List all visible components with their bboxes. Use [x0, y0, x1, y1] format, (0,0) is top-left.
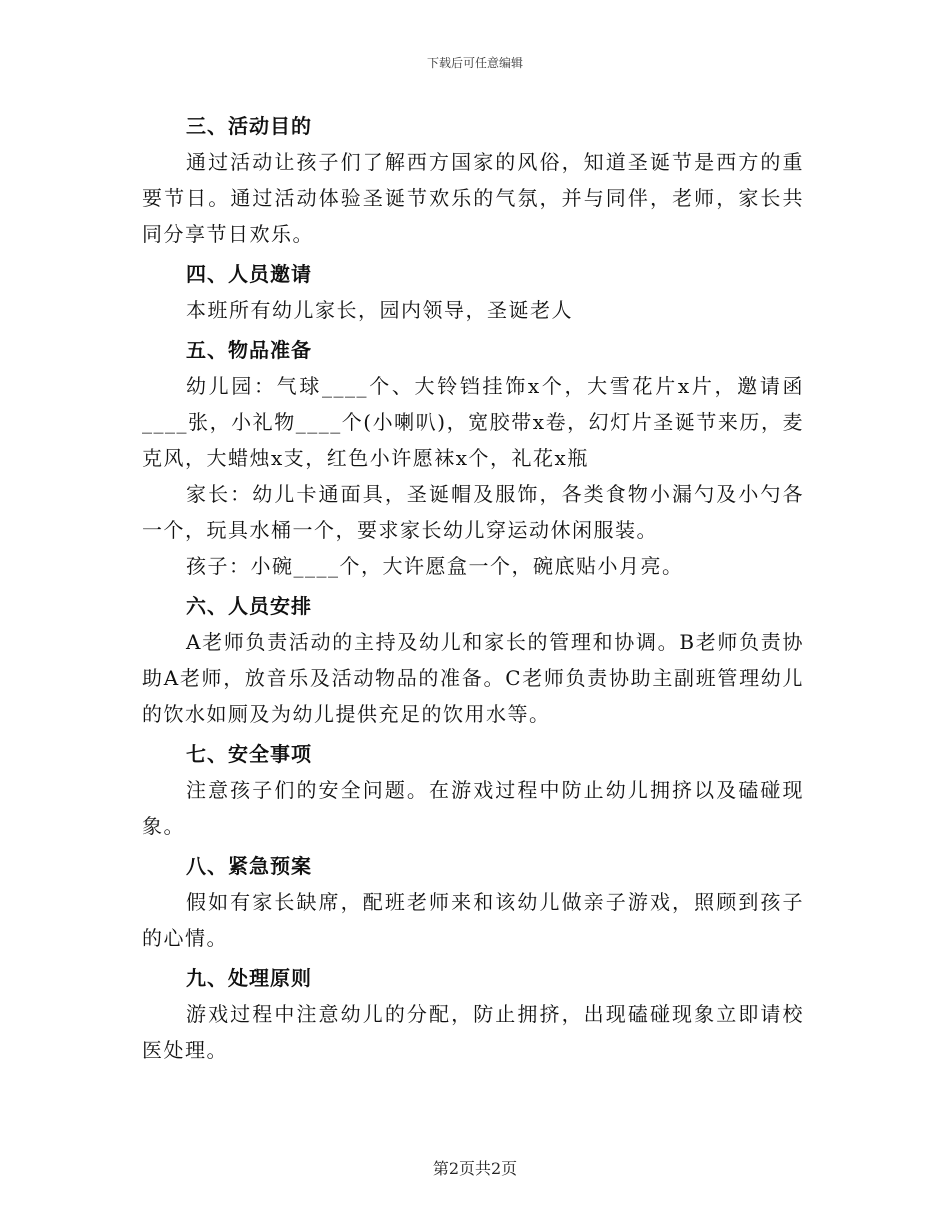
header-note: 下载后可任意编辑 [426, 56, 523, 70]
section-heading: 四、人员邀请 [186, 262, 312, 286]
section-paragraph: 注意孩子们的安全问题。在游戏过程中防止幼儿拥挤以及磕碰现象。 [142, 778, 804, 838]
section-paragraph: 通过活动让孩子们了解西方国家的风俗，知道圣诞节是西方的重要节日。通过活动体验圣诞节欢乐的气氛，并与同伴，老师，家长共同分享节日欢乐。 [142, 150, 804, 246]
section-staffing [142, 588, 804, 732]
section-paragraph: 家长：幼儿卡通面具，圣诞帽及服饰，各类食物小漏勺及小勺各一个，玩具水桶一个，要求家长幼儿穿运动休闲服装。 [142, 482, 804, 542]
section-paragraph: 游戏过程中注意幼儿的分配，防止拥挤，出现磕碰现象立即请校医处理。 [142, 1002, 804, 1062]
section-invitees [142, 256, 804, 328]
section-paragraph: 本班所有幼儿家长，园内领导，圣诞老人 [186, 298, 573, 322]
section-paragraph: 假如有家长缺席，配班老师来和该幼儿做亲子游戏，照顾到孩子的心情。 [142, 890, 804, 950]
section-paragraph: 幼儿园：气球____个、大铃铛挂饰x个，大雪花片x片，邀请函____张，小礼物____个(小喇叭)，宽胶带x卷，幻灯片圣诞节来历，麦克风，大蜡烛x支，红色小许愿袜x个，礼花x瓶 [142, 374, 804, 470]
section-heading: 七、安全事项 [186, 742, 312, 766]
section-safety [142, 736, 804, 844]
page-number: 第2页共2页 [432, 1159, 518, 1178]
section-handling-principles [142, 960, 804, 1068]
section-materials [142, 332, 804, 584]
section-purpose [142, 108, 804, 252]
section-heading: 九、处理原则 [186, 966, 312, 990]
section-heading: 三、活动目的 [186, 114, 312, 138]
section-heading: 六、人员安排 [186, 594, 312, 618]
section-emergency-plan [142, 848, 804, 956]
document-body [142, 108, 804, 1068]
section-heading: 八、紧急预案 [186, 854, 312, 878]
section-paragraph: A老师负责活动的主持及幼儿和家长的管理和协调。B老师负责协助A老师，放音乐及活动物品的准备。C老师负责协助主副班管理幼儿的饮水如厕及为幼儿提供充足的饮用水等。 [142, 630, 804, 726]
section-heading: 五、物品准备 [186, 338, 312, 362]
section-paragraph: 孩子：小碗____个，大许愿盒一个，碗底贴小月亮。 [186, 554, 684, 578]
